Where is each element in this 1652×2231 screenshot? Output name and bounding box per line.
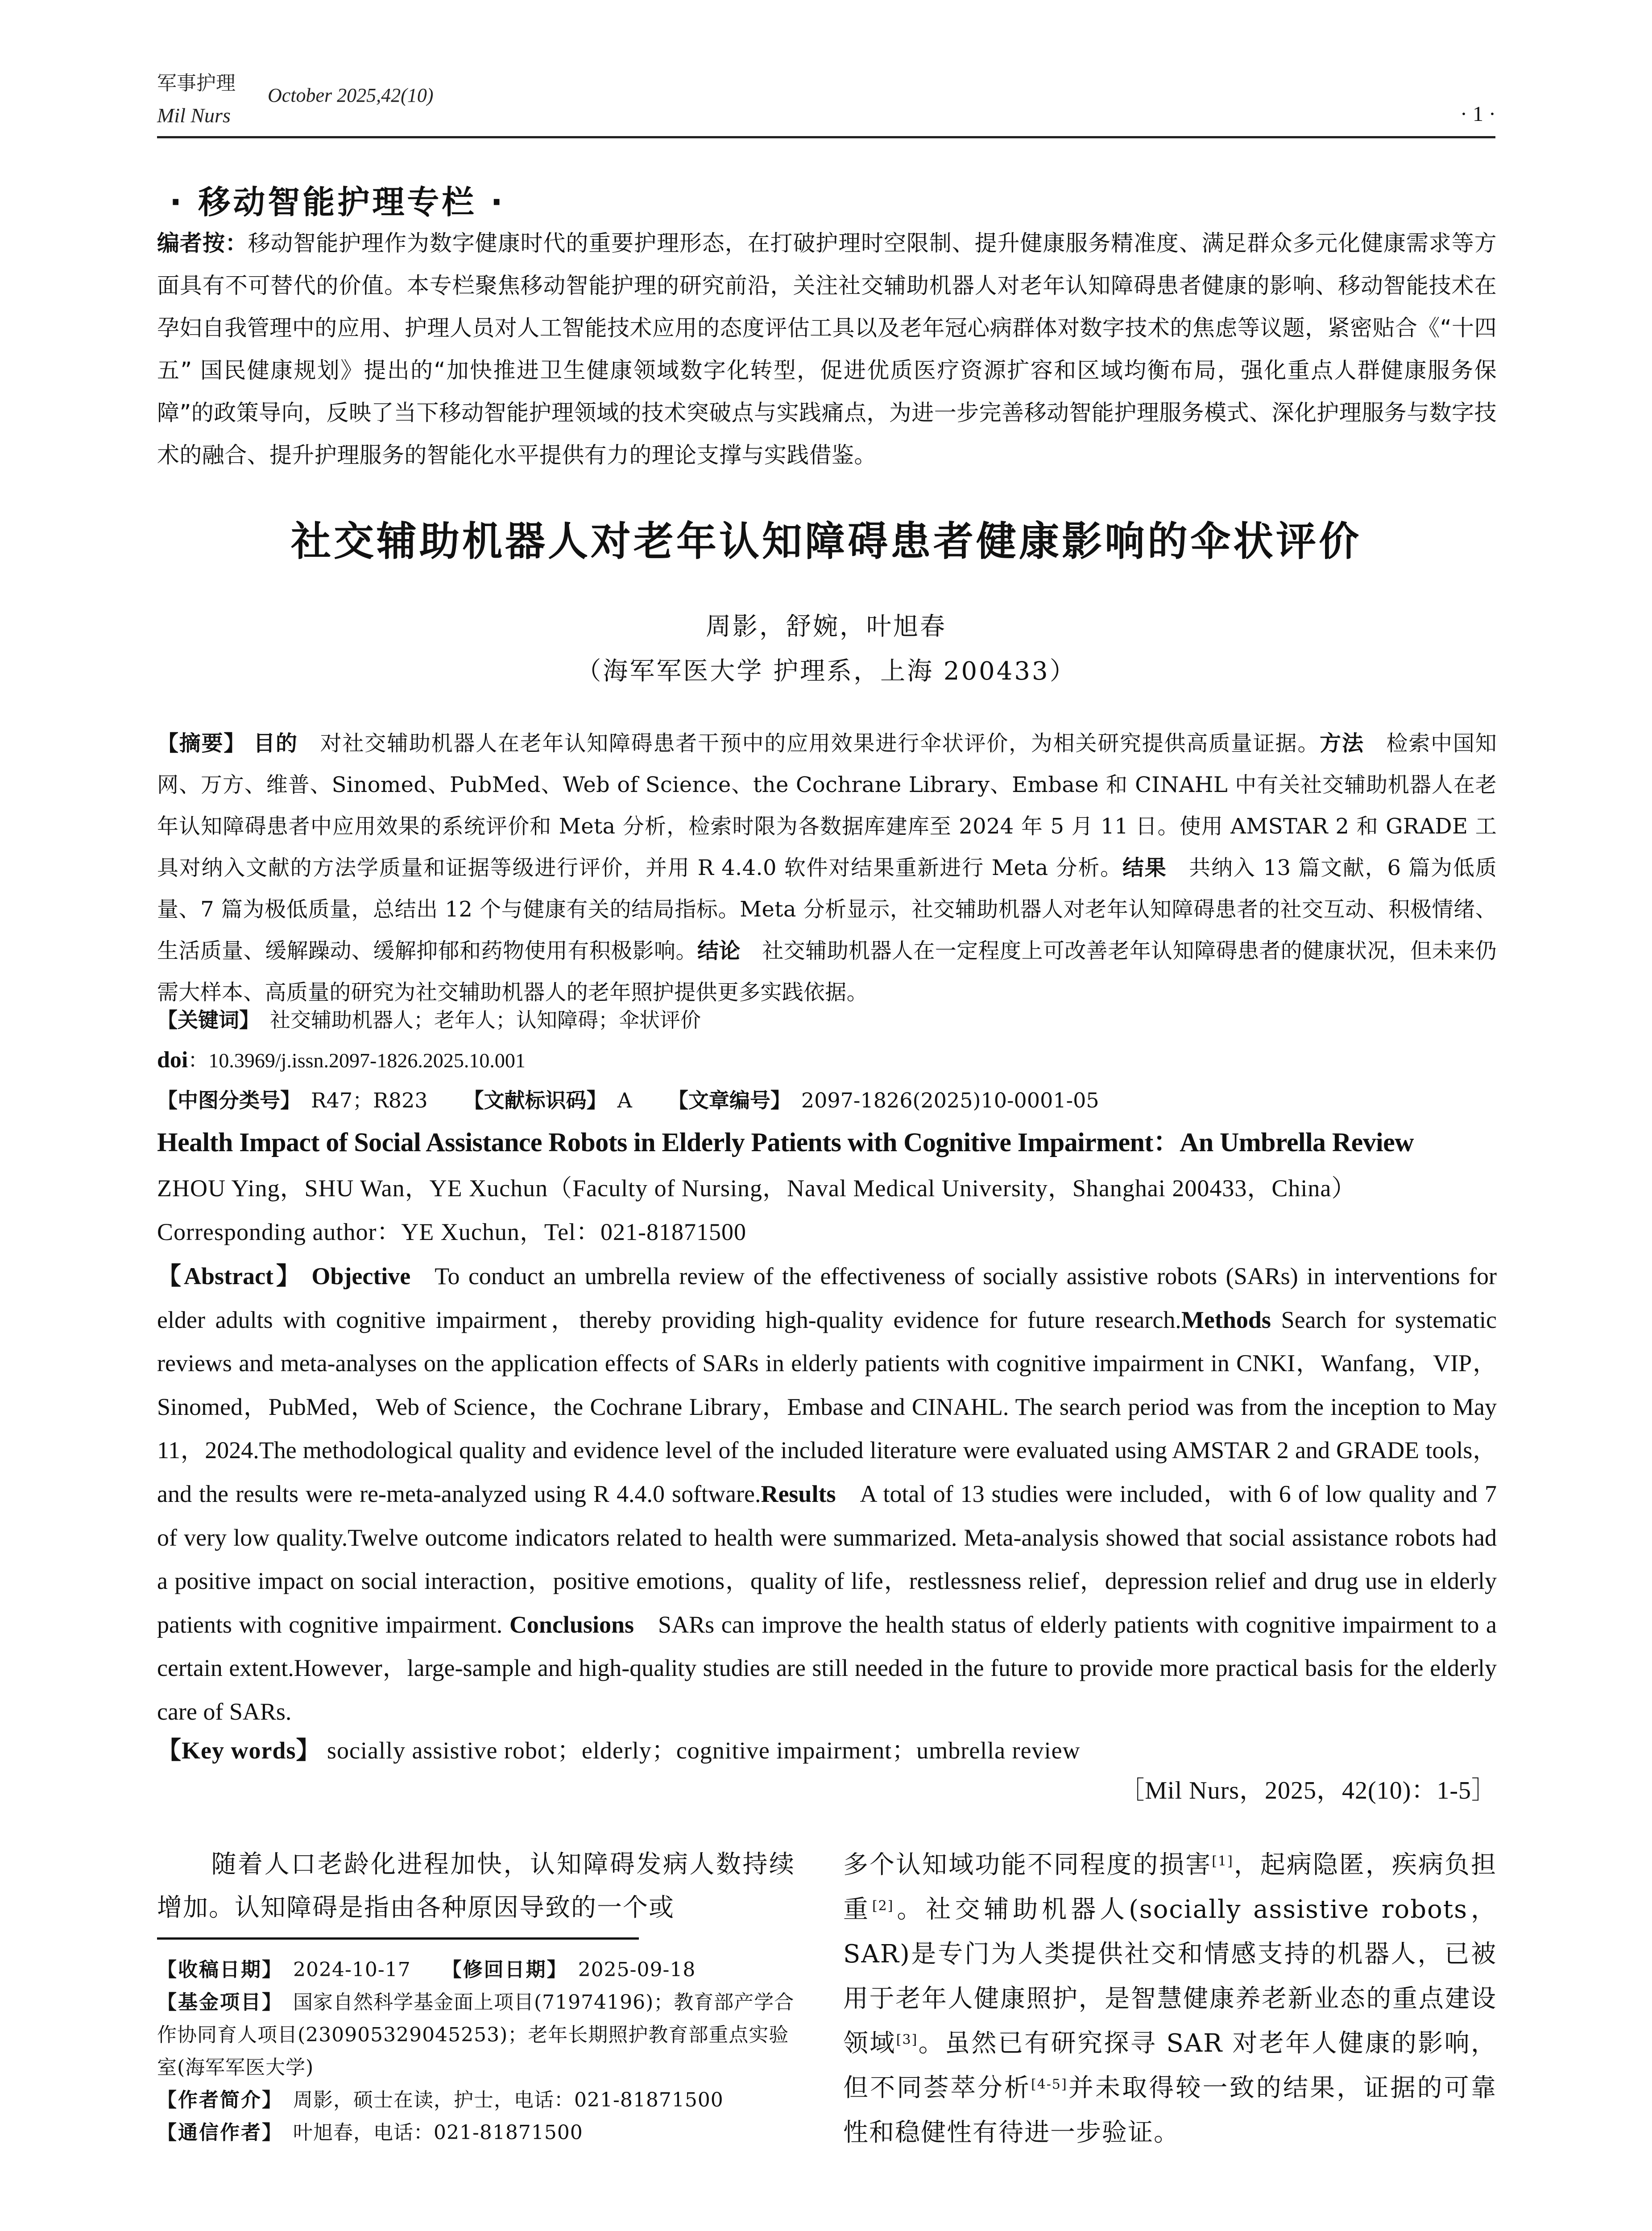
editor-note-text: 移动智能护理作为数字健康时代的重要护理形态，在打破护理时空限制、提升健康服务精准度、满足群众多元化健康需求等方面具有不可替代的价值。本专栏聚焦移动智能护理的研究前沿，关注社交辅助机器人对老年认知障碍患者健康的影响、移动智能技术在孕妇自我管理中的应用、护理人员对人工智能技术应用的态度评估工具以及老年冠心病群体对数字技术的焦虑等议题，紧密贴合《“十四五” 国民健康规划》提出的“加快推进卫生健康领域数字化转型，促进优质医疗资源扩容和区域均衡布局，强化重点人群健康服务保障”的政策导向，反映了当下移动智能护理领域的技术突破点与实践痛点，为进一步完善移动智能护理服务模式、深化护理服务与数字技术的融合、提升护理服务的智能化水平提供有力的理论支撑与实践借鉴。 [157, 230, 1497, 468]
corresponding-text: 叶旭春，电话：021-81871500 [293, 2121, 583, 2144]
authors-en: ZHOU Ying，SHU Wan，YE Xuchun（Faculty of Nursing，Naval Medical University，Shanghai 200433，China） [157, 1175, 1356, 1202]
fund-label: 【基金项目】 [157, 1991, 283, 2014]
body-text: 并未取得较一致的结果，证据的可靠性和稳健性有待进一步验证。 [843, 2073, 1497, 2147]
corresponding-label: 【通信作者】 [157, 2121, 283, 2144]
body-text: 多个认知域功能不同程度的损害 [843, 1850, 1212, 1879]
footnote-rule [157, 1937, 639, 1940]
keywords-cn-value: 社交辅助机器人；老年人；认知障碍；伞状评价 [270, 1008, 701, 1032]
results-text: 共纳入 13 篇文献，6 篇为低质量、7 篇为极低质量，总结出 12 个与健康有关的结局指标。Meta 分析显示，社交辅助机器人对老年认知障碍患者的社交互动、积极情绪、生活质量、缓解躁动、缓解抑郁和药物使用有积极影响。 [157, 855, 1497, 963]
keywords-en-value: socially assistive robot；elderly；cognitive impairment；umbrella review [327, 1737, 1081, 1764]
issue-info: October 2025,42(10) [268, 84, 434, 106]
authors-cn: 周影，舒婉，叶旭春 [706, 612, 947, 641]
reference-1[interactable]: [1] [1212, 1854, 1234, 1869]
page-number: · 1 · [1460, 102, 1496, 126]
conclusion-label: 结论 [697, 938, 741, 963]
citation: ［Mil Nurs，2025，42(10)：1-5］ [1119, 1777, 1497, 1804]
doc-code-label: 【文献标识码】 [463, 1088, 607, 1112]
reference-4-5[interactable]: [4-5] [1031, 2077, 1068, 2092]
corresponding-author-en: Corresponding author：YE Xuchun，Tel：021-81871500 [157, 1219, 747, 1245]
abstract-cn [157, 723, 1497, 1013]
column-title: · 移动智能护理专栏 · [170, 183, 505, 221]
conclusions-en-text: SARs can improve the health status of elderly patients with cognitive impairment to a certain extent.However，large-sample and high-quality studies are still needed in the future to provide more practical basis for the elderly care of SARs. [157, 1611, 1497, 1725]
results-en-label: Results [761, 1480, 836, 1507]
reference-2[interactable]: [2] [872, 1898, 894, 1914]
article-no-value: 2097-1826(2025)10-0001-05 [801, 1088, 1099, 1112]
footnote-author-bio [157, 2084, 799, 2116]
objective-label: 目的 [253, 731, 298, 756]
received-date: 2024-10-17 [293, 1958, 411, 1981]
revised-date: 2025-09-18 [578, 1958, 696, 1981]
conclusions-en-label: Conclusions [509, 1611, 634, 1638]
article-title-en: Health Impact of Social Assistance Robots in Elderly Patients with Cognitive Impairment：An Umbrella Review [157, 1128, 1414, 1157]
abstract-en [157, 1255, 1497, 1734]
reference-3[interactable]: [3] [896, 2032, 918, 2048]
body-text: 。虽然已有研究探寻 SAR 对老年人健康的影响，但不同荟萃分析 [843, 2029, 1497, 2102]
keywords-cn [157, 1004, 701, 1033]
doi [157, 1044, 526, 1074]
footnote-dates [157, 1953, 799, 1986]
article-title-cn: 社交辅助机器人对老年认知障碍患者健康影响的伞状评价 [291, 518, 1362, 565]
methods-en-label: Methods [1181, 1306, 1271, 1333]
author-bio-text: 周影，硕士在读，护士，电话：021-81871500 [293, 2089, 724, 2111]
abstract-en-label: 【Abstract】 [157, 1263, 303, 1290]
doi-value[interactable]: ：10.3969/j.issn.2097-1826.2025.10.001 [188, 1049, 526, 1072]
results-label: 结果 [1122, 855, 1167, 880]
clc-label: 【中图分类号】 [157, 1088, 301, 1112]
journal-name-cn: 军事护理 [157, 72, 236, 95]
doi-label: doi [157, 1047, 188, 1073]
fund-text: 国家自然科学基金面上项目(71974196)；教育部产学合作协同育人项目(230905329045253)；老年长期照护教育部重点实验室(海军军医大学) [157, 1991, 795, 2079]
body-left-column [157, 1843, 795, 1929]
received-label: 【收稿日期】 [157, 1958, 283, 1981]
journal-name-en: Mil Nurs [157, 104, 231, 127]
affiliation-cn: （海军军医大学 护理系，上海 200433） [576, 657, 1076, 686]
footnote-corresponding [157, 2116, 799, 2149]
methods-label: 方法 [1320, 731, 1364, 756]
clc-value: R47；R823 [311, 1088, 428, 1112]
doc-code-value: A [617, 1088, 632, 1112]
objective-text: 对社交辅助机器人在老年认知障碍患者干预中的应用效果进行伞状评价，为相关研究提供高质量证据。 [319, 731, 1320, 756]
methods-text: 检索中国知网、万方、维普、Sinomed、PubMed、Web of Science、the Cochrane Library、Embase 和 CINAHL 中有关社交辅助机器人在老年认知障碍患者中应用效果的系统评价和 Meta 分析，检索时限为各数据库建库至 2024 年 5 月 11 日。使用 AMSTAR 2 和 GRADE 工具对纳入文献的方法学质量和证据等级进行评价，并用 R 4.4.0 软件对结果重新进行 Meta 分析。 [157, 731, 1497, 880]
body-text: ，起病隐匿，疾病负担重 [843, 1850, 1497, 1924]
abstract-cn-label: 【摘要】 [157, 731, 246, 756]
keywords-en [157, 1731, 1081, 1766]
footnotes [157, 1953, 799, 2149]
keywords-en-label: 【Key words】 [157, 1737, 321, 1764]
objective-en-label: Objective [311, 1263, 411, 1290]
footnote-fund [157, 1986, 799, 2084]
body-right-column [843, 1843, 1497, 2155]
header-rule [157, 136, 1495, 138]
results-en-text: A total of 13 studies were included，with 6 of low quality and 7 of very low quality.Twelve outcome indicators related to health were summarized. Meta-analysis showed that social assistance robots had a positive impact on social interaction，positive emotions，quality of life，restlessness relief，depression relief and drug use in elderly patients with cognitive impairment. [157, 1480, 1497, 1638]
article-no-label: 【文章编号】 [667, 1088, 791, 1112]
body-paragraph: 随着人口老龄化进程加快，认知障碍发病人数持续增加。认知障碍是指由各种原因导致的一个或 [157, 1850, 795, 1922]
body-text: 。社交辅助机器人(socially assistive robots，SAR)是专门为人类提供社交和情感支持的机器人，已被用于老年人健康照护，是智慧健康养老新业态的重点建设领域 [843, 1895, 1497, 2058]
keywords-cn-label: 【关键词】 [157, 1008, 260, 1032]
objective-en-text: To conduct an umbrella review of the effectiveness of socially assistive robots (SARs) in interventions for elder adults with cognitive impairment，thereby providing high-quality evidence for future research. [157, 1263, 1497, 1333]
conclusion-text: 社交辅助机器人在一定程度上可改善老年认知障碍患者的健康状况，但未来仍需大样本、高质量的研究为社交辅助机器人的老年照护提供更多实践依据。 [157, 938, 1497, 1005]
classification-line [157, 1084, 1099, 1114]
editor-note [157, 222, 1497, 477]
editor-note-label: 编者按： [157, 230, 248, 256]
author-bio-label: 【作者简介】 [157, 2089, 283, 2111]
methods-en-text: Search for systematic reviews and meta-analyses on the application effects of SARs in elderly patients with cognitive impairment in CNKI，Wanfang，VIP，Sinomed，PubMed，Web of Science，the Cochrane Library，Embase and CINAHL. The search period was from the inception to May 11，2024.The methodological quality and evidence level of the included literature were evaluated using AMSTAR 2 and GRADE tools，and the results were re-meta-analyzed using R 4.4.0 software. [157, 1306, 1497, 1507]
revised-label: 【修回日期】 [442, 1958, 568, 1981]
